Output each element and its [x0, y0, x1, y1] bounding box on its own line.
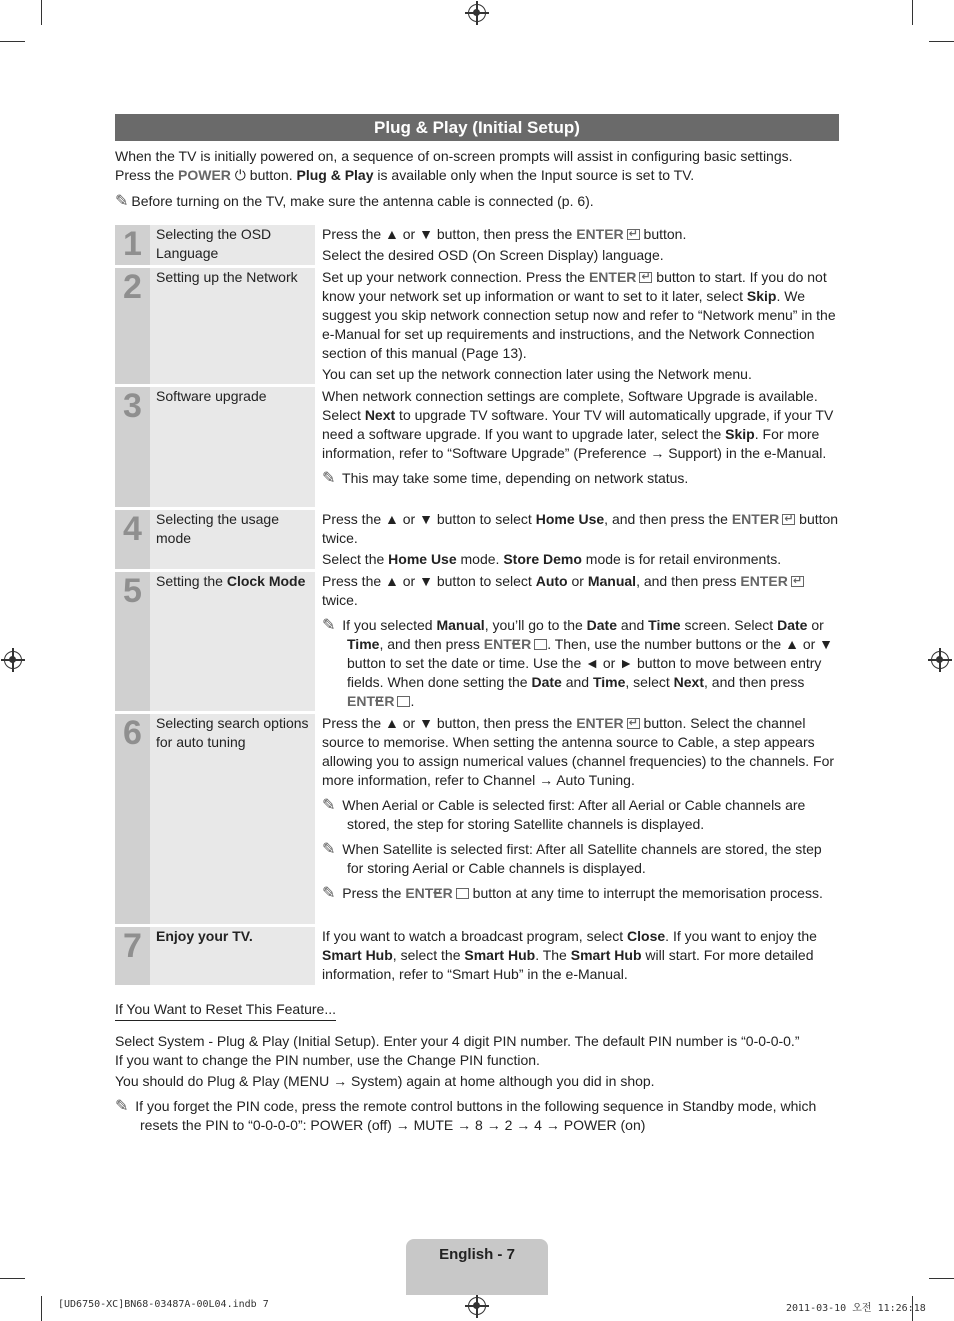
step-label: Selecting the OSD Language	[150, 225, 315, 265]
note-pencil-icon: ✎	[322, 470, 336, 487]
footer-file-name: [UD6750-XC]BN68-03487A-00L04.indb 7	[58, 1299, 269, 1310]
note-pencil-icon: ✎	[322, 885, 336, 902]
crop-mark	[912, 0, 913, 25]
footer-timestamp: 2011-03-10 오전 11:26:18	[786, 1303, 926, 1314]
reset-section	[115, 1000, 839, 1135]
note-pencil-icon: ✎	[322, 617, 336, 634]
step-description: When network connection settings are complete, Software Upgrade is available. Select Next to upgrade TV software. Your TV will automatically upgrade, if your TV need a software upgrade. If you want to upgrade later, select the Skip. For more information, refer to “Software Upgrade” (Preference → Support) in the e-Manual. ✎ This may take some time, depending on network status.	[322, 388, 834, 487]
step-number: 6	[115, 714, 150, 924]
registration-mark-icon	[931, 651, 949, 669]
page-number-tab: English - 7	[406, 1239, 548, 1295]
registration-mark-icon	[468, 1297, 486, 1315]
step-description: Press the ▲ or ▼ button to select Auto or Manual, and then press ENTER↵ twice. ✎ If you selected Manual, you’ll go to the Date and Time screen. Select Date or Time, and then press ENTER↵ . Then, use the number buttons or the ▲ or ▼ button to set the date or time. Use the ◄ or ► button to move between entry fields. When done setting the Date and Time, select Next, and then press ENTER↵ .	[315, 572, 839, 711]
setup-steps-table	[115, 222, 839, 988]
enter-icon	[627, 718, 640, 729]
step-number: 1	[115, 225, 150, 265]
table-row	[115, 510, 839, 569]
step-number: 2	[115, 268, 150, 384]
reset-paragraph: You should do Plug & Play (MENU → System) again at home although you did in shop.	[115, 1073, 655, 1089]
enter-icon	[534, 639, 547, 650]
enter-icon	[782, 514, 795, 525]
reset-note: ✎ If you forget the PIN code, press the remote control buttons in the following sequence in Standby mode, which resets the PIN to “0-0-0-0”: POWER (off) → MUTE → 8 → 2 → 4 → POWER (on)	[115, 1098, 817, 1133]
reset-paragraph: Select System - Plug & Play (Initial Setup). Enter your 4 digit PIN number. The default PIN number is “0-0-0-0.”	[115, 1033, 800, 1049]
intro	[115, 147, 839, 211]
step-description: Set up your network connection. Press the ENTER↵ button to start. If you do not know your network set up information or want to set to it later, select Skip. We suggest you skip network connection setup now and refer to “Network menu” in the e-Manual for set up requirements and instructions, and the Network Connection section of this manual (Page 13). You can set up the network connection later using the Network menu.	[315, 268, 839, 384]
table-row	[115, 268, 839, 384]
note-pencil-icon: ✎	[322, 797, 336, 814]
reset-paragraph: If you want to change the PIN number, use the Change PIN function.	[115, 1052, 540, 1068]
step-description: Press the ▲ or ▼ button, then press the ENTER↵ button. Select the desired OSD (On Screen Display) language.	[315, 225, 839, 265]
step-label: Selecting search options for auto tuning	[150, 714, 315, 924]
note-pencil-icon: ✎	[115, 1098, 129, 1115]
registration-mark-icon	[468, 4, 486, 22]
step-label: Setting up the Network	[150, 268, 315, 384]
table-row	[115, 927, 839, 985]
table-row	[115, 387, 839, 507]
page-title: Plug & Play (Initial Setup)	[115, 114, 839, 141]
registration-mark-icon	[4, 651, 22, 669]
step-label: Software upgrade	[150, 387, 315, 507]
step-description: Press the ▲ or ▼ button to select Home Use, and then press the ENTER↵ button twice. Select the Home Use mode. Store Demo mode is for retail environments.	[315, 510, 839, 569]
intro-line-1: When the TV is initially powered on, a sequence of on-screen prompts will assist in configuring basic settings.	[115, 148, 793, 164]
enter-icon	[397, 696, 410, 707]
step-number: 7	[115, 927, 150, 985]
reset-heading: If You Want to Reset This Feature...	[115, 1000, 336, 1021]
crop-mark	[41, 0, 42, 25]
table-row	[115, 714, 839, 924]
table-row	[115, 572, 839, 711]
crop-mark	[929, 41, 954, 42]
step-label: Selecting the usage mode	[150, 510, 315, 569]
enter-icon	[627, 229, 640, 240]
step-number: 3	[115, 387, 150, 507]
step-description: Press the ▲ or ▼ button, then press the ENTER↵ button. Select the channel source to memorise. When setting the antenna source to Cable, a step appears allowing you to assign numerical values (channel frequencies) to the channels. For more information, refer to Channel → Auto Tuning. ✎ When Aerial or Cable is selected first: After all Aerial or Cable channels are stored, the step for storing Satellite channels is displayed. ✎ When Satellite is selected first: After all Satellite channels are stored, the step for storing Aerial or Cable channels is displayed. ✎ Press the ENTER↵ button at any time to interrupt the memorisation process.	[315, 714, 839, 924]
crop-mark	[0, 41, 25, 42]
step-label: Setting the Clock Mode	[150, 572, 315, 711]
crop-mark	[0, 1278, 25, 1279]
crop-mark	[41, 1296, 42, 1321]
step-number: 5	[115, 572, 150, 711]
enter-icon	[639, 272, 652, 283]
intro-note: ✎ Before turning on the TV, make sure the antenna cable is connected (p. 6).	[115, 193, 594, 210]
power-icon: ⏻	[230, 167, 246, 183]
table-row	[115, 225, 839, 265]
step-label: Enjoy your TV.	[150, 927, 315, 985]
enter-icon	[791, 576, 804, 587]
note-pencil-icon: ✎	[115, 193, 129, 210]
intro-line-2: Press the POWER ⏻ button. Plug & Play is available only when the Input source is set to TV.	[115, 167, 695, 183]
step-description: If you want to watch a broadcast program, select Close. If you want to enjoy the Smart Hub, select the Smart Hub. The Smart Hub will start. For more detailed information, refer to “Smart Hub” in the e-Manual.	[322, 928, 817, 982]
enter-icon	[456, 888, 469, 899]
note-pencil-icon: ✎	[322, 841, 336, 858]
step-number: 4	[115, 510, 150, 569]
crop-mark	[929, 1278, 954, 1279]
